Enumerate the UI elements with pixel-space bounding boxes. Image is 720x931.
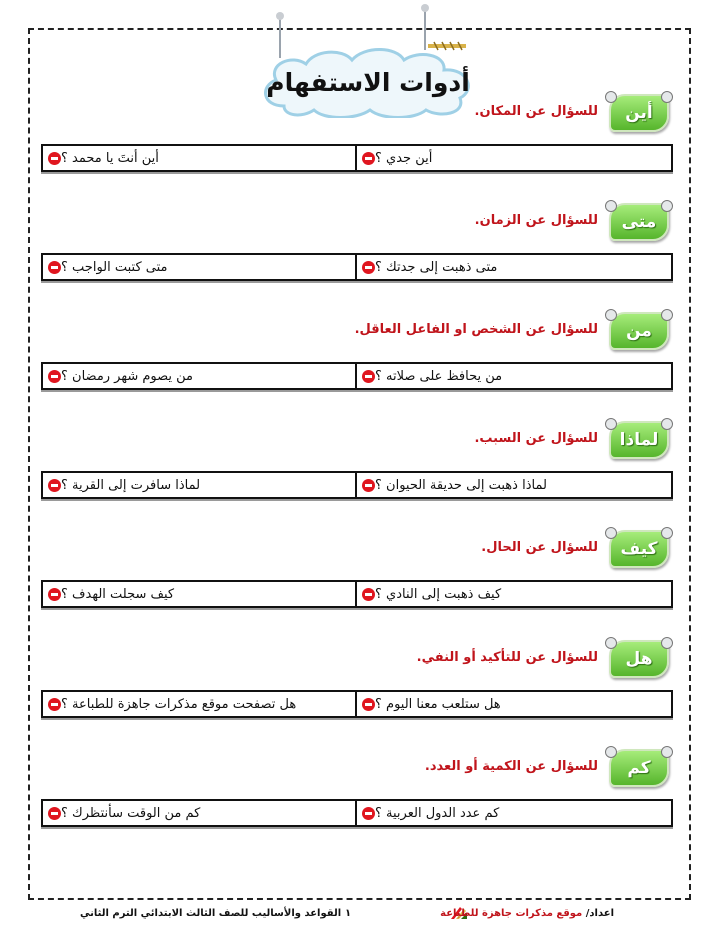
- example-cell: [43, 692, 357, 716]
- question-tool-section: [0, 94, 720, 204]
- question-word-tag: هل: [609, 640, 669, 678]
- footer: [0, 905, 720, 925]
- example-cell: [357, 582, 671, 606]
- question-word-tag: كم: [609, 749, 669, 787]
- question-word-tag: أين: [609, 94, 669, 132]
- usage-description: للسؤال عن الحال.: [481, 540, 598, 555]
- example-cell: [43, 146, 357, 170]
- example-question: متى ذهبت إلى جدتك ؟: [375, 259, 498, 275]
- bullet-icon: [48, 261, 61, 274]
- question-word-tag: من: [609, 312, 669, 350]
- example-cell: [357, 364, 671, 388]
- usage-description: للسؤال عن للتأكيد أو النفي.: [416, 650, 598, 665]
- question-tool-section: [0, 530, 720, 640]
- page-title: أدوات الاستفهام: [266, 67, 470, 97]
- examples-row: [41, 799, 673, 827]
- usage-description: للسؤال عن المكان.: [474, 104, 598, 119]
- question-tool-section: [0, 640, 720, 750]
- example-question: من يحافظ على صلاته ؟: [375, 368, 503, 384]
- example-cell: [357, 473, 671, 497]
- bullet-icon: [48, 807, 61, 820]
- bullet-icon: [362, 370, 375, 383]
- site-name-link[interactable]: موقع مذكرات جاهزة للطباعة: [440, 908, 583, 919]
- question-word-tag: متى: [609, 203, 669, 241]
- question-tool-section: [0, 203, 720, 313]
- bullet-icon: [362, 261, 375, 274]
- bullet-icon: [362, 698, 375, 711]
- question-word-tag: كيف: [609, 530, 669, 568]
- examples-row: [41, 580, 673, 608]
- example-question: لماذا سافرت إلى القرية ؟: [61, 477, 201, 493]
- question-tool-section: [0, 421, 720, 531]
- example-question: أين أنتَ يا محمد ؟: [61, 150, 159, 166]
- usage-description: للسؤال عن الشخص او الفاعل العاقل.: [354, 322, 598, 337]
- example-cell: [357, 801, 671, 825]
- bullet-icon: [48, 479, 61, 492]
- example-question: كم من الوقت سأنتظرك ؟: [61, 805, 201, 821]
- bullet-icon: [362, 807, 375, 820]
- example-question: من يصوم شهر رمضان ؟: [61, 368, 194, 384]
- example-cell: [43, 582, 357, 606]
- bullet-icon: [48, 588, 61, 601]
- example-cell: [43, 255, 357, 279]
- example-question: كم عدد الدول العربية ؟: [375, 805, 500, 821]
- example-cell: [357, 692, 671, 716]
- examples-row: [41, 690, 673, 718]
- usage-description: للسؤال عن السبب.: [474, 431, 598, 446]
- example-cell: [357, 146, 671, 170]
- bullet-icon: [362, 152, 375, 165]
- bullet-icon: [48, 698, 61, 711]
- usage-description: للسؤال عن الكمية أو العدد.: [424, 759, 598, 774]
- example-question: هل ستلعب معنا اليوم ؟: [375, 696, 501, 712]
- bullet-icon: [362, 588, 375, 601]
- question-tool-section: [0, 749, 720, 859]
- prepared-by-label: اعداد/: [585, 908, 614, 919]
- example-question: كيف سجلت الهدف ؟: [61, 586, 175, 602]
- bullet-icon: [362, 479, 375, 492]
- book-title: القواعد والأساليب للصف الثالث الابتدائي الترم الثاني: [80, 908, 342, 919]
- question-tool-section: [0, 312, 720, 422]
- bullet-icon: [48, 370, 61, 383]
- bullet-icon: [48, 152, 61, 165]
- example-question: كيف ذهبت إلى النادي ؟: [375, 586, 502, 602]
- example-question: متى كتبت الواجب ؟: [61, 259, 168, 275]
- usage-description: للسؤال عن الزمان.: [474, 213, 598, 228]
- example-question: أين جدي ؟: [375, 150, 433, 166]
- examples-row: [41, 253, 673, 281]
- examples-row: [41, 144, 673, 172]
- page-number: ١: [345, 908, 352, 919]
- question-word-tag: لماذا: [609, 421, 669, 459]
- examples-row: [41, 362, 673, 390]
- credit: [440, 908, 614, 919]
- examples-row: [41, 471, 673, 499]
- example-question: هل تصفحت موقع مذكرات جاهزة للطباعة ؟: [61, 696, 297, 712]
- example-question: لماذا ذهبت إلى حديقة الحيوان ؟: [375, 477, 547, 493]
- example-cell: [43, 364, 357, 388]
- example-cell: [43, 801, 357, 825]
- example-cell: [357, 255, 671, 279]
- example-cell: [43, 473, 357, 497]
